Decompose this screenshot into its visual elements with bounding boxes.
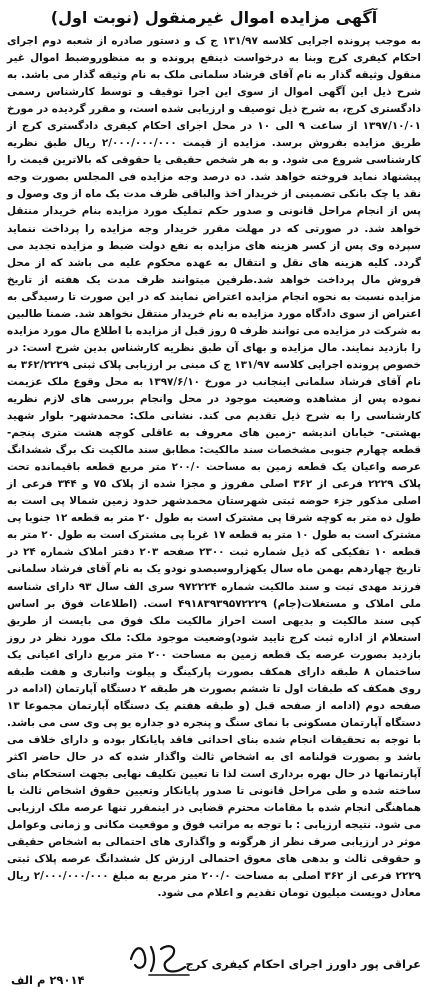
- handwritten-signature: [125, 937, 195, 979]
- notice-footer: [7, 937, 421, 989]
- notice-body: به موجب پرونده اجرایی کلاسه ۱۳۱/۹۷ ج ک و دستور صادره از شعبه دوم اجرای احکام کیفری کرج وبنا به درخواست ذینفع پرونده و به منظوروضبط اموال غیر منقول وثیقه گذار به نام آقای فرشاد سلمانی ملک به نام وثیقه گذار می باشد. به شرح ذیل این آگهی اموال از سوی این اجرا توقیف و توسط کارشناس رسمی دادگستری کرج، به شرح ذیل توصیف و ارزیابی شده است، و مقرر گردیده در مورخ ۱۳۹۷/۱۰/۰۱ از ساعت ۹ الی ۱۰ در محل اجرای احکام کیفری دادگستری کرج از طریق مزایده بفروش برسد. مزایده از قیمت ۲/۰۰۰/۰۰۰/۰۰۰ ریال طبق نظریه کارشناسی شروع می شود. و به هر شخص حقیقی یا حقوقی که بالاترین قیمت را پیشنهاد نماید فروخته خواهد شد. ده درصد وجه مزایده فی المجلس بصورت وجه نقد یا چک بانکی تضمینی از خریدار اخذ والباقی ظرف مدت یک ماه از وی وصول و پس از انجام مراحل قانونی و صدور حکم تملیک مورد مزایده بنام خریدار منتقل خواهد شد. در صورتی که در مهلت مقرر خریدار وجه مزایده را پرداخت ننماید سپرده وی پس از کسر هزینه های مزایده به نفع دولت ضبط و مزایده تجدید می گردد. کلیه هزینه های نقل و انتقال به عهده محکوم علیه می باشد که از محل فروش مال پرداخت خواهد شد.طرفین میتوانند ظرف مدت یک هفته از تاریخ مزایده نسبت به نحوه انجام مزایده اعتراض نمایند که در این صورت تا رسیدگی به اعتراض از سوی دادگاه مورد مزایده به نام خریدار منتقل نخواهد شد. ضمنا طالبین به شرکت در مزایده می توانند ظرف ۵ روز قبل از مزایده با اطلاع مال مورد مزایده را بازدید نمایند. مال مزایده و بهای آن طبق نظریه کارشناس بدین شرح است: در خصوص پرونده اجرایی کلاسه ۱۳۱/۹۷ ج ک مبنی بر ارزیابی پلاک ثبتی ۳۶۲/۲۲۲۹ به نام آقای فرشاد سلمانی اینجانب در مورخ ۱۳۹۷/۶/۱۰ به محل وقوع ملک عزیمت نموده پس از مشاهده وضعیت موجود در محل وانجام بررسی های لازم نظریه کارشناسی را به شرح ذیل تقدیم می کند. نشانی ملک: محمدشهر- بلوار شهید بهشتی- خیابان اندیشه -زمین های معروف به عاقلی کوچه هشت متری پنجم- قطعه چهارم جنوبی مشخصات سند مالکیت: مطابق سند مالکیت تک برگ ششدانگ عرصه واعیان یک قطعه زمین به مساحت ۲۰۰/۰ متر مربع قطعه باقیمانده تحت پلاک ۲۲۲۹ فرعی از ۳۶۲ اصلی مفروز و مجزا شده از پلاک ۷۵ و ۳۴۴ فرعی از اصلی مذکور جزء حوضه ثبتی شهرستان محمدشهر حدود زمین شمالا پی است به طول ده متر به کوچه شرقا پی مشترک است به طول ۲۰ متر به قطعه ۱۲ جنوبا پی مشترک است به طول ۱۰ متر به قطعه ۱۷ غربا پی مشترک است به طول ۲۰ متر به قطعه ۱۰ تفکیکی که ذیل شماره ثبت ۲۳۰۰ صفحه ۲۰۳ دفتر املاک شماره ۲۴ در تاریخ چهاردهم بهمن ماه سال یکهزاروسیصدو نودو یک به نام آقای فرشاد سلمانی فرزند مهدی ثبت و سند مالکیت شماره ۹۷۲۲۲۴ سری الف سال ۹۳ دارای شناسه ملی املاک و مستغلات(جام) ۴۹۱۸۳۹۳۹۵۷۲۲۲۹ است. (اطلاعات فوق بر اساس کپی سند مالکیت و بدیهی است احراز مالکیت ملک فوق می بایست از طریق استعلام از اداره ثبت کرج تایید شود)وضعیت موجود ملک: ملک مورد نظر در روز بازدید بصورت عرصه یک قطعه زمین به مساحت ۲۰۰ متر مربع دارای اعیانی یک ساختمان ۸ طبقه دارای همکف بصورت پارکینگ و پیلوت وانباری و هفت طبقه روی همکف که طبقات اول تا ششم بصورت هر طبقه ۲ دستگاه آپارتمان (ادامه در صفحه دوم (ادامه از صفحه قبل (و طبقه هفتم یک دستگاه آپارتمان مجموعا ۱۳ دستگاه آپارتمان مسکونی با نمای سنگ و پنجره دو جداره یو پی وی سی می باشد. با توجه به تحقیقات انجام شده بنای احداثی فاقد پایانکار بوده و دارای خلاف می باشد و بصورت قولنامه ای به اشخاص ثالث واگذار شده که در حال حاضر اکثر آپارتمانها در حال بهره برداری است لذا تا تعیین تکلیف نهایی بجهت استحکام بنای ساخته شده و طی مراحل قانونی تا صدور پایانکار وتعیین حقوق اشخاص ثالث با هماهنگی انجام شده با مقامات محترم قضایی در اینمقرر تنها عرصه ملک ارزیابی می شود. نتیجه ارزیابی : با توجه به مراتب فوق و موقعیت مکانی و زمانی وعوامل موثر در ارزیابی صرف نظر از هرگونه و واگذاری های احتمالی به اشخاص حقیقی و حقوقی ثالث و بدهی های معوق احتمالی ارزش کل ششدانگ عرصه پلاک ثبتی ۲۲۲۹ فرعی از ۳۶۲ اصلی به مساحت ۲۰۰/۰ متر مربع به مبلغ ۲/۰۰۰/۰۰۰/۰۰۰ ریال معادل دویست میلیون تومان تقدیم و اعلام می شود.: [7, 35, 422, 900]
- issuer-name: عراقی پور داورز اجرای احکام کیفری کرج: [185, 957, 421, 971]
- notice-code: ۲۹۰۱۴ م الف: [11, 973, 85, 987]
- notice-title: آگهی مزایده اموال غیرمنقول (نوبت اول): [50, 8, 378, 27]
